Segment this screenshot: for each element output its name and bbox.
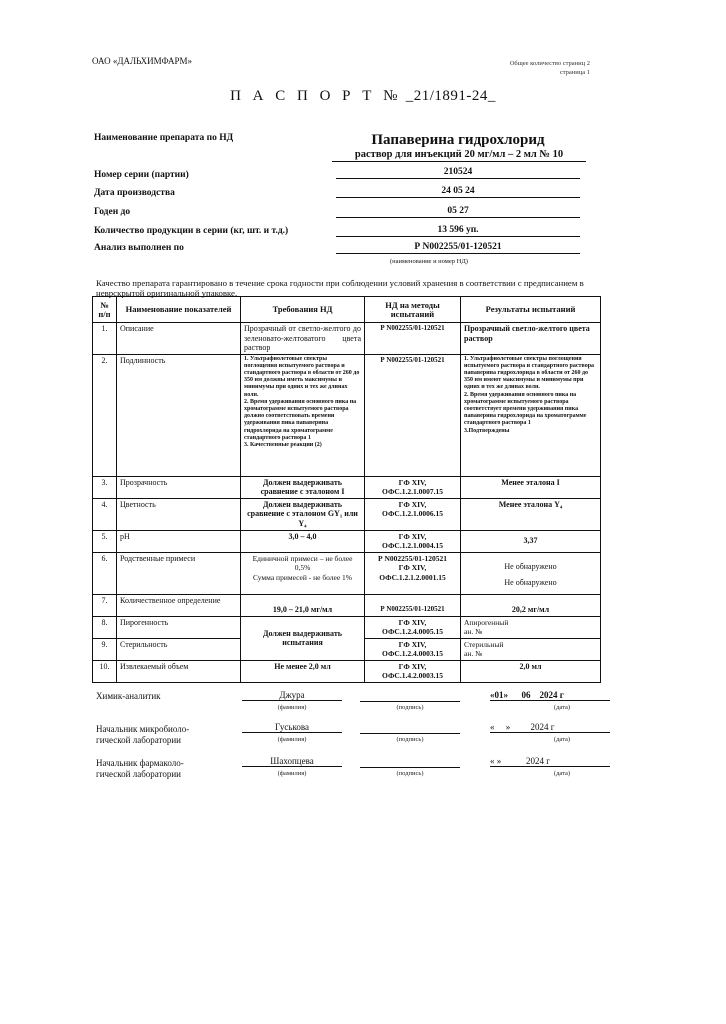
result-b: ан. № — [464, 627, 483, 636]
row-num: 6. — [93, 552, 117, 594]
micro-surname-caption: (фамилия) — [277, 736, 307, 743]
results-table — [92, 296, 601, 683]
row-num: 9. — [93, 638, 117, 660]
signature-pharma — [92, 756, 612, 786]
micro-date-mid: » — [505, 722, 511, 732]
row-req — [241, 552, 365, 594]
row-req: 19,0 – 21,0 мг/мл — [241, 594, 365, 616]
micro-role — [96, 724, 189, 746]
pharma-role — [96, 758, 184, 780]
row-num: 3. — [93, 476, 117, 498]
row-method: ГФ XIV, ОФС.1.2.1.0004.15 — [365, 530, 461, 552]
method-a: Р N002255/01-120521 — [378, 553, 447, 563]
prod-date-label: Дата производства — [94, 188, 175, 198]
micro-role-a: Начальник микробиоло- — [96, 724, 190, 734]
pharma-signature-caption: (подпись) — [396, 770, 424, 777]
pharma-role-a: Начальник фармаколо- — [96, 758, 184, 768]
table-row — [93, 616, 601, 638]
req-single-impurity: Единичной примеси – не более 0,5% — [252, 553, 353, 572]
row-method: ГФ XIV, ОФС.1.2.1.0006.15 — [365, 498, 461, 530]
table-row — [93, 530, 601, 552]
chemist-date-day: «01» — [490, 690, 508, 700]
series-label: Номер серии (партии) — [94, 170, 189, 180]
row-num: 4. — [93, 498, 117, 530]
passport-title — [0, 88, 726, 105]
row-num: 10. — [93, 660, 117, 682]
pharma-date-year: 2024 г — [526, 756, 550, 766]
result-a: Стерильный — [464, 639, 504, 649]
expiry-value: 05 27 — [336, 206, 580, 218]
row-name: Извлекаемый объем — [117, 660, 241, 682]
pharma-signature — [360, 756, 460, 768]
row-name: Родственные примеси — [117, 552, 241, 594]
row-result — [461, 552, 601, 594]
col-num: № п/п — [93, 297, 117, 323]
result-a: Не обнаружено — [504, 562, 557, 571]
table-header-row — [93, 297, 601, 323]
page-current: страница 1 — [559, 69, 590, 76]
row-method: ГФ XIV, ОФС.1.4.2.0003.15 — [365, 660, 461, 682]
row-method: Р N002255/01-120521 — [365, 354, 461, 476]
row-num: 5. — [93, 530, 117, 552]
row-name: Стерильность — [117, 638, 241, 660]
title-number: _21/1891-24_ — [401, 88, 496, 104]
row-result: 2,0 мл — [461, 660, 601, 682]
signature-micro — [92, 722, 612, 752]
row-num: 1. — [93, 323, 117, 355]
analysis-label: Анализ выполнен по — [94, 243, 184, 253]
row-name: Цветность — [117, 498, 241, 530]
quality-guarantee: Качество препарата гарантировано в течение срока годности при соблюдении условий хранения в соответствии с предписанием в неврскрытой оригинальной упаковке. — [96, 278, 584, 298]
row-method: Р N002255/01-120521 — [365, 323, 461, 355]
drug-name: Папаверина гидрохлорид — [371, 132, 545, 148]
pages-total: Общее количество страниц 2 — [509, 60, 590, 67]
pharma-date-day: « » — [490, 756, 502, 766]
row-name: Прозрачность — [117, 476, 241, 498]
micro-name: Гуськова — [242, 722, 342, 733]
table-row — [93, 594, 601, 616]
micro-date-year: 2024 г — [530, 722, 555, 732]
row-req: Не менее 2,0 мл — [241, 660, 365, 682]
chemist-signature — [360, 690, 460, 702]
micro-signature-caption: (подпись) — [396, 736, 424, 743]
micro-date — [490, 722, 610, 733]
col-method: НД на методы испытаний — [365, 297, 461, 323]
row-result: Прозрачный светло-желтого цвета раствор — [461, 323, 601, 355]
row-num: 8. — [93, 616, 117, 638]
chemist-date-year: 2024 г — [539, 690, 564, 700]
row-result — [461, 638, 601, 660]
col-result: Результаты испытаний — [461, 297, 601, 323]
analysis-caption: (наименование и номер НД) — [390, 258, 468, 265]
chemist-date-caption: (дата) — [553, 704, 571, 711]
micro-date-day: « — [490, 722, 495, 732]
pharma-surname-caption: (фамилия) — [277, 770, 307, 777]
row-method: Р N002255/01-120521 — [365, 594, 461, 616]
pharma-date — [490, 756, 610, 767]
pharma-role-b: гической лаборатории — [96, 769, 182, 779]
row-name: Подлинность — [117, 354, 241, 476]
method-b: ГФ XIV, ОФС.1.2.1.2.0001.15 — [379, 563, 446, 582]
micro-signature — [360, 722, 460, 734]
chemist-date-month: 06 — [521, 690, 531, 700]
series-value: 210524 — [336, 167, 580, 179]
chemist-date — [490, 690, 610, 701]
chemist-surname-caption: (фамилия) — [277, 704, 307, 711]
micro-role-b: гической лаборатории — [96, 735, 182, 745]
table-row — [93, 354, 601, 476]
table-row — [93, 552, 601, 594]
col-req: Требования НД — [241, 297, 365, 323]
pharma-date-caption: (дата) — [553, 770, 571, 777]
micro-date-caption: (дата) — [553, 736, 571, 743]
signature-chemist — [92, 690, 612, 720]
row-result: 1. Ультрафиолетовые спектры поглощения испытуемого раствора и стандартного раствора папаверина гидрохлорида в области от 260 до 350 нм имеют максимумы и минимумы при одних и тех же длинах волн. 2. Время удерживания основного пика на хроматограмме испытуемого раствора соответствует времени удерживания пика папаверина гидрохлорида на хроматограмме стандартного раствора 1 3.Подтверждены — [461, 354, 601, 476]
row-method — [365, 552, 461, 594]
row-name: Описание — [117, 323, 241, 355]
chemist-signature-caption: (подпись) — [396, 704, 424, 711]
row-method: ГФ XIV, ОФС.1.2.4.0005.15 — [365, 616, 461, 638]
quantity-value: 13 596 уп. — [336, 225, 580, 237]
row-result: 3,37 — [461, 530, 601, 552]
row-result: Менее эталона I — [461, 476, 601, 498]
row-name: Количественное определение — [117, 594, 241, 616]
row-req: Прозрачный от светло-желтого до зеленовато-желтоватого цвета раствор — [241, 323, 365, 355]
expiry-label: Годен до — [94, 207, 131, 217]
row-result — [461, 616, 601, 638]
analysis-value: Р N002255/01-120521 — [336, 242, 580, 254]
pharma-name: Шахопцева — [242, 756, 342, 767]
table-row — [93, 323, 601, 355]
chemist-role: Химик-аналитик — [96, 691, 161, 701]
row-req: Должен выдерживать сравнение с эталоном GY₁ или Y₄ — [241, 498, 365, 530]
result-b: ан. № — [464, 649, 483, 658]
row-name: pH — [117, 530, 241, 552]
drug-name-label: Наименование препарата по НД — [94, 133, 234, 143]
drug-form: раствор для инъекций 20 мг/мл – 2 мл № 10 — [332, 149, 586, 162]
row-req-8-9: Должен выдерживать испытания — [241, 616, 365, 660]
table-row — [93, 498, 601, 530]
page-count — [470, 59, 590, 77]
result-a: Апирогенный — [464, 617, 509, 627]
row-num: 2. — [93, 354, 117, 476]
row-req: 1. Ультрафиолетовые спектры поглощения испытуемого раствора и стандартного раствора в области от 260 до 350 нм должны иметь максимумы и минимумы при одних и тех же длинах волн. 2. Время удерживания основного пика на хроматограмме испытуемого раствора должно соответствовать времени удерживания пика папаверина гидрохлорида на хроматограмме стандартного раствора 1 3. Качественные реакции (2) — [241, 354, 365, 476]
row-name: Пирогенность — [117, 616, 241, 638]
chemist-name: Джура — [242, 690, 342, 701]
quantity-label: Количество продукции в серии (кг, шт. и т.д.) — [94, 226, 289, 236]
row-result: 20,2 мг/мл — [461, 594, 601, 616]
table-row — [93, 476, 601, 498]
table-row — [93, 660, 601, 682]
row-method: ГФ XIV, ОФС.1.2.1.0007.15 — [365, 476, 461, 498]
row-num: 7. — [93, 594, 117, 616]
result-b: Не обнаружено — [504, 577, 557, 587]
row-req: Должен выдерживать сравнение с эталоном I — [241, 476, 365, 498]
company-name: ОАО «ДАЛЬХИМФАРМ» — [92, 56, 193, 66]
col-name: Наименование показателей — [117, 297, 241, 323]
prod-date-value: 24 05 24 — [336, 186, 580, 198]
req-total-impurities: Сумма примесей - не более 1% — [252, 572, 353, 582]
title-prefix: П А С П О Р Т № — [230, 88, 402, 104]
row-result: Менее эталона Y₄ — [461, 498, 601, 530]
row-req: 3,0 – 4,0 — [241, 530, 365, 552]
row-method: ГФ XIV, ОФС.1.2.4.0003.15 — [365, 638, 461, 660]
